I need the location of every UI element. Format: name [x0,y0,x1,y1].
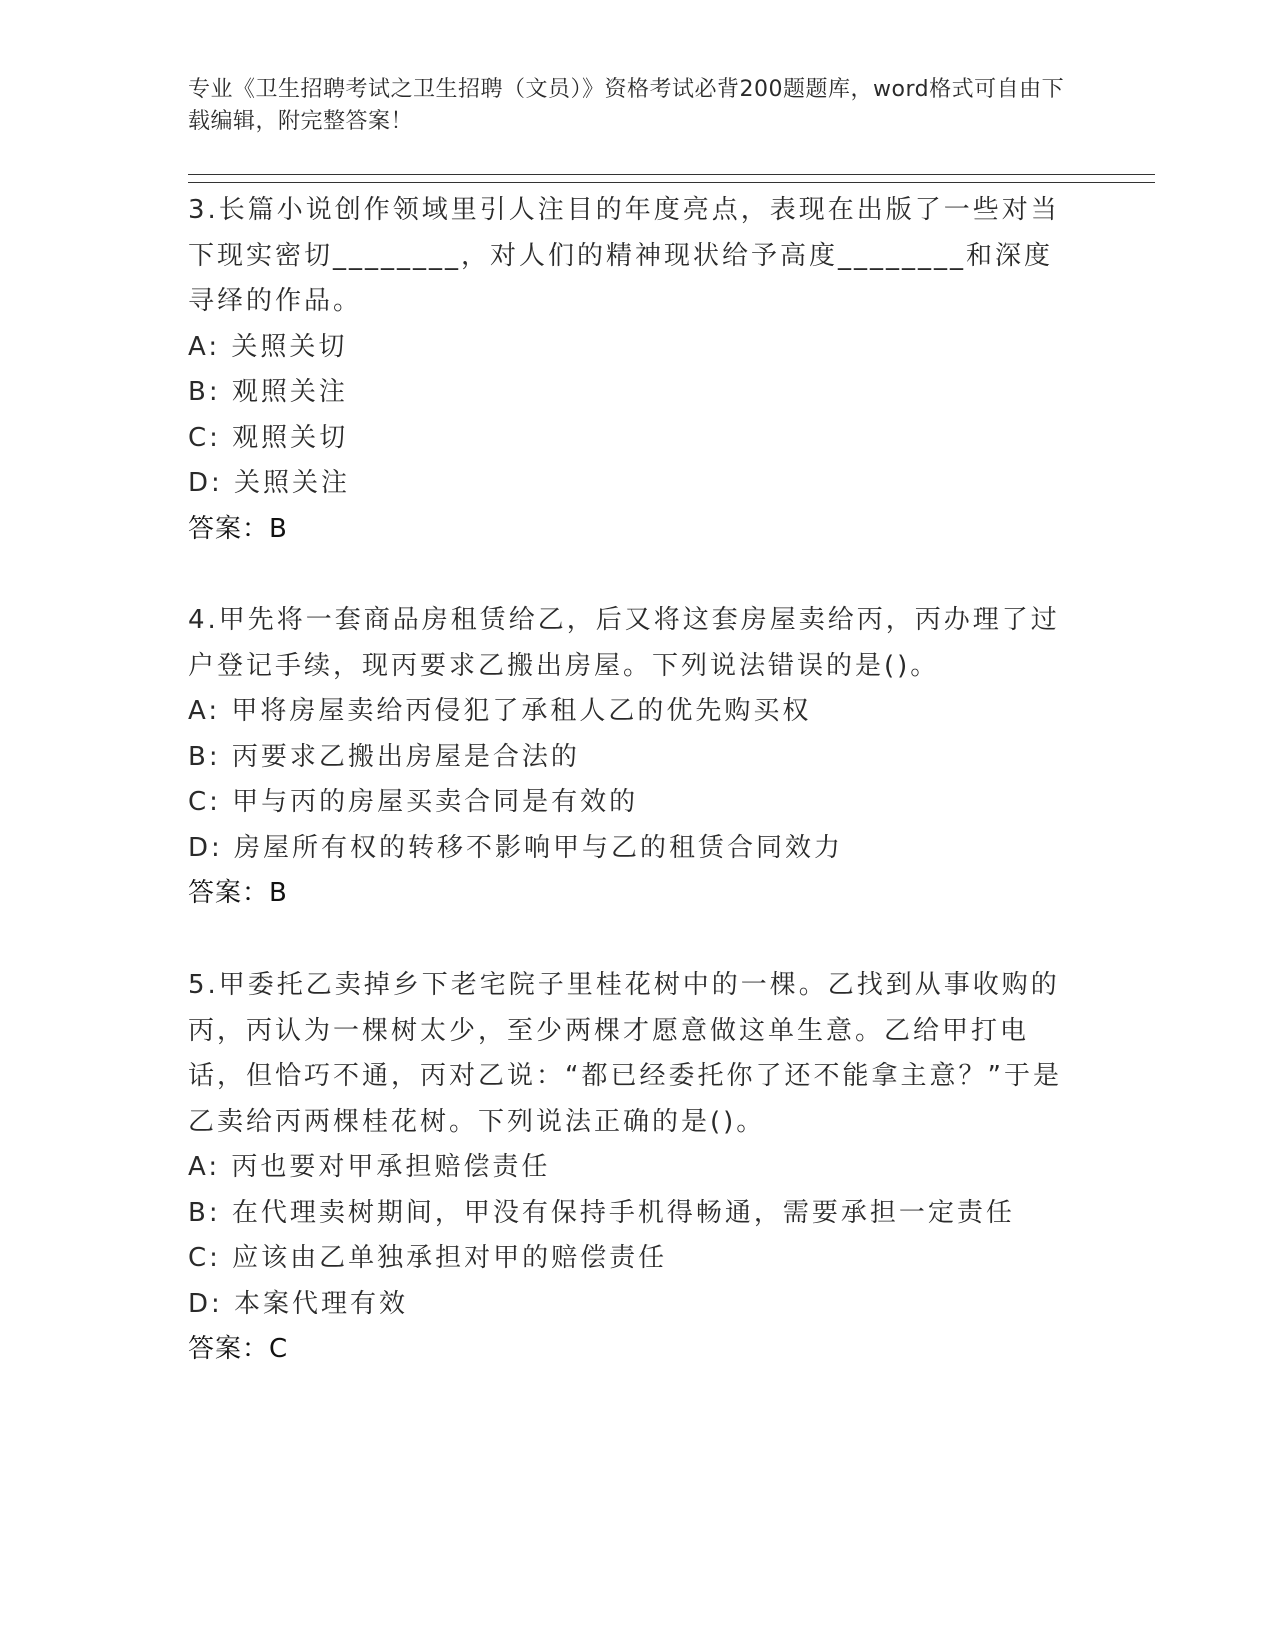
document-header [188,74,1068,138]
header-divider-top [188,174,1155,175]
document-title: 专业《卫生招聘考试之卫生招聘（文员）》资格考试必背200题题库，word格式可自由下载编辑，附完整答案！ [188,77,1065,134]
question-3 [188,188,1068,552]
answer: 答案：B [188,878,288,908]
option-b: B: 观照关注 [188,377,348,407]
answer: 答案：C [188,1334,289,1364]
option-c: C: 甲与丙的房屋买卖合同是有效的 [188,787,639,817]
option-d: D: 关照关注 [188,468,351,498]
option-a: A: 关照关切 [188,331,348,362]
answer: 答案：B [188,513,288,544]
option-b: B: 丙要求乙搬出房屋是合法的 [188,741,580,772]
option-a: A: 甲将房屋卖给丙侵犯了承租人乙的优先购买权 [188,696,812,726]
question-stem: 4.甲先将一套商品房租赁给乙，后又将这套房屋卖给丙，丙办理了过户登记手续，现丙要求乙搬出房屋。下列说法错误的是()。 [188,605,1060,681]
option-b: B: 在代理卖树期间，甲没有保持手机得畅通，需要承担一定责任 [188,1197,1015,1228]
question-stem: 3.长篇小说创作领域里引人注目的年度亮点，表现在出版了一些对当下现实密切________，对人们的精神现状给予高度________和深度寻绎的作品。 [188,195,1060,316]
question-4 [188,598,1068,917]
option-c: C: 观照关切 [188,422,349,453]
option-d: D: 本案代理有效 [188,1288,409,1319]
question-5 [188,963,1068,1373]
question-stem: 5.甲委托乙卖掉乡下老宅院子里桂花树中的一棵。乙找到从事收购的丙，丙认为一棵树太少，至少两棵才愿意做这单生意。乙给甲打电话，但恰巧不通，丙对乙说：“都已经委托你了还不能拿主意？”于是乙卖给丙两棵桂花树。下列说法正确的是()。 [188,970,1062,1137]
option-c: C: 应该由乙单独承担对甲的赔偿责任 [188,1243,668,1273]
option-d: D: 房屋所有权的转移不影响甲与乙的租赁合同效力 [188,832,844,863]
option-a: A: 丙也要对甲承担赔偿责任 [188,1152,551,1182]
header-divider-bottom [188,182,1155,183]
